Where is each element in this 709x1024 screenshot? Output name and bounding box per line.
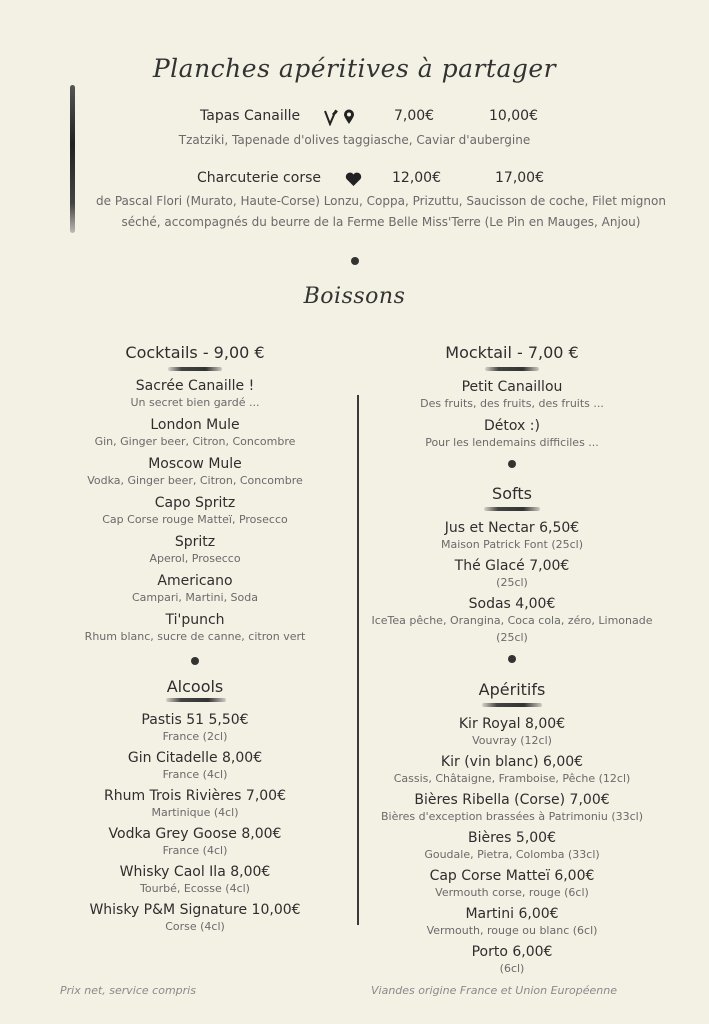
aperitif-name: Cap Corse Matteï 6,00€ [429,868,595,884]
charcuterie-row [0,170,709,190]
soft-name: Jus et Nectar 6,50€ [444,520,580,536]
aperitif-desc: (6cl) [499,962,525,975]
alcool-name: Pastis 51 5,50€ [141,712,249,728]
mocktail-name: Détox :) [484,418,540,434]
mocktail-desc: Des fruits, des fruits, des fruits ... [420,397,604,410]
soft-desc: (25cl) [496,631,528,644]
cocktail-desc: Vodka, Ginger beer, Citron, Concombre [87,474,303,487]
mocktail-title: Mocktail - 7,00 € [445,343,579,362]
cocktail-name: Capo Spritz [154,495,236,511]
alcool-desc: Martinique (4cl) [151,806,239,819]
cocktails-list [45,378,345,651]
cocktail-name: Ti'punch [165,612,225,628]
column-divider [357,395,359,925]
separator-dot [191,657,199,665]
soft-desc: IceTea pêche, Orangina, Coca cola, zéro, Limonade [371,614,653,627]
aperitif-name: Martini 6,00€ [465,906,559,922]
alcool-name: Rhum Trois Rivières 7,00€ [104,788,286,804]
aperitif-name: Kir Royal 8,00€ [458,716,566,732]
cocktail-name: Moscow Mule [148,456,242,472]
aperitif-name: Bières Ribella (Corse) 7,00€ [414,792,610,808]
softs-underline [484,507,540,511]
tapas-canaille-price-2: 10,00€ [489,108,538,124]
cocktail-desc: Aperol, Prosecco [149,552,241,565]
cocktail-name: Sacrée Canaille ! [135,378,255,394]
alcool-name: Gin Citadelle 8,00€ [127,750,263,766]
footer-right-note: Viandes origine France et Union Européenne [371,984,617,997]
charcuterie-name: Charcuterie corse [197,170,321,186]
cocktail-name: London Mule [150,417,240,433]
planches-title: Planches apéritives à partager [152,54,557,83]
cocktail-desc: Un secret bien gardé ... [130,396,260,409]
separator-dot [508,655,516,663]
alcools-underline [166,698,226,702]
aperitif-name: Kir (vin blanc) 6,00€ [440,754,584,770]
alcool-name: Whisky P&M Signature 10,00€ [89,902,301,918]
vegetarian-icon [323,108,339,130]
boissons-title: Boissons [303,284,406,309]
cocktail-name: Americano [157,573,233,589]
alcool-desc: France (4cl) [162,768,228,781]
alcool-name: Vodka Grey Goose 8,00€ [108,826,282,842]
cocktails-title: Cocktails - 9,00 € [125,343,265,362]
footer-left-note: Prix net, service compris [60,984,196,997]
aperitif-desc: Bières d'exception brassées à Patrimoniu (33cl) [380,810,643,823]
separator-dot [508,460,516,468]
heart-icon [345,172,362,191]
softs-title: Softs [492,484,532,503]
mocktail-list [362,379,662,457]
tapas-canaille-row [0,108,709,128]
soft-desc: Maison Patrick Font (25cl) [440,538,584,551]
tapas-canaille-name: Tapas Canaille [200,108,301,124]
mocktail-underline [485,367,539,371]
cocktail-desc: Campari, Martini, Soda [131,591,258,604]
aperitif-desc: Vermouth corse, rouge (6cl) [435,886,589,899]
aperitifs-list [362,716,662,982]
aperitif-desc: Vermouth, rouge ou blanc (6cl) [426,924,598,937]
cocktail-desc: Gin, Ginger beer, Citron, Concombre [94,435,296,448]
soft-name: Sodas 4,00€ [468,596,556,612]
cocktail-name: Spritz [174,534,216,550]
mocktail-desc: Pour les lendemains difficiles ... [425,436,599,449]
aperitifs-underline [482,703,542,707]
cocktail-desc: Rhum blanc, sucre de canne, citron vert [84,630,306,643]
alcools-list [45,712,345,940]
soft-desc: (25cl) [496,576,528,589]
soft-name: Thé Glacé 7,00€ [454,558,570,574]
cocktails-underline [168,367,222,371]
alcool-desc: France (2cl) [162,730,228,743]
alcool-name: Whisky Caol Ila 8,00€ [119,864,271,880]
separator-dot [351,257,359,265]
alcools-title: Alcools [166,677,224,696]
alcool-desc: Corse (4cl) [165,920,225,933]
charcuterie-desc-line-1: de Pascal Flori (Murato, Haute-Corse) Lonzu, Coppa, Prizuttu, Saucisson de coche, Filet mignon [96,194,666,208]
alcool-desc: Tourbé, Ecosse (4cl) [140,882,250,895]
cocktail-desc: Cap Corse rouge Matteï, Prosecco [102,513,288,526]
charcuterie-desc-line-2: séché, accompagnés du beurre de la Ferme Belle Miss'Terre (Le Pin en Mauges, Anjou) [121,215,641,229]
alcool-desc: France (4cl) [162,844,228,857]
charcuterie-price-1: 12,00€ [392,170,441,186]
softs-list [362,520,662,649]
aperitif-desc: Vouvray (12cl) [472,734,552,747]
tapas-canaille-price-1: 7,00€ [394,108,435,124]
aperitifs-title: Apéritifs [478,680,546,699]
aperitif-desc: Cassis, Châtaigne, Framboise, Pêche (12cl) [393,772,631,785]
aperitif-name: Bières 5,00€ [468,830,556,846]
aperitif-desc: Goudale, Pietra, Colomba (33cl) [424,848,600,861]
charcuterie-price-2: 17,00€ [495,170,544,186]
aperitif-name: Porto 6,00€ [471,944,553,960]
mocktail-name: Petit Canaillou [461,379,563,395]
tapas-canaille-desc: Tzatziki, Tapenade d'olives taggiasche, Caviar d'aubergine [178,133,531,147]
location-pin-icon [343,109,355,129]
